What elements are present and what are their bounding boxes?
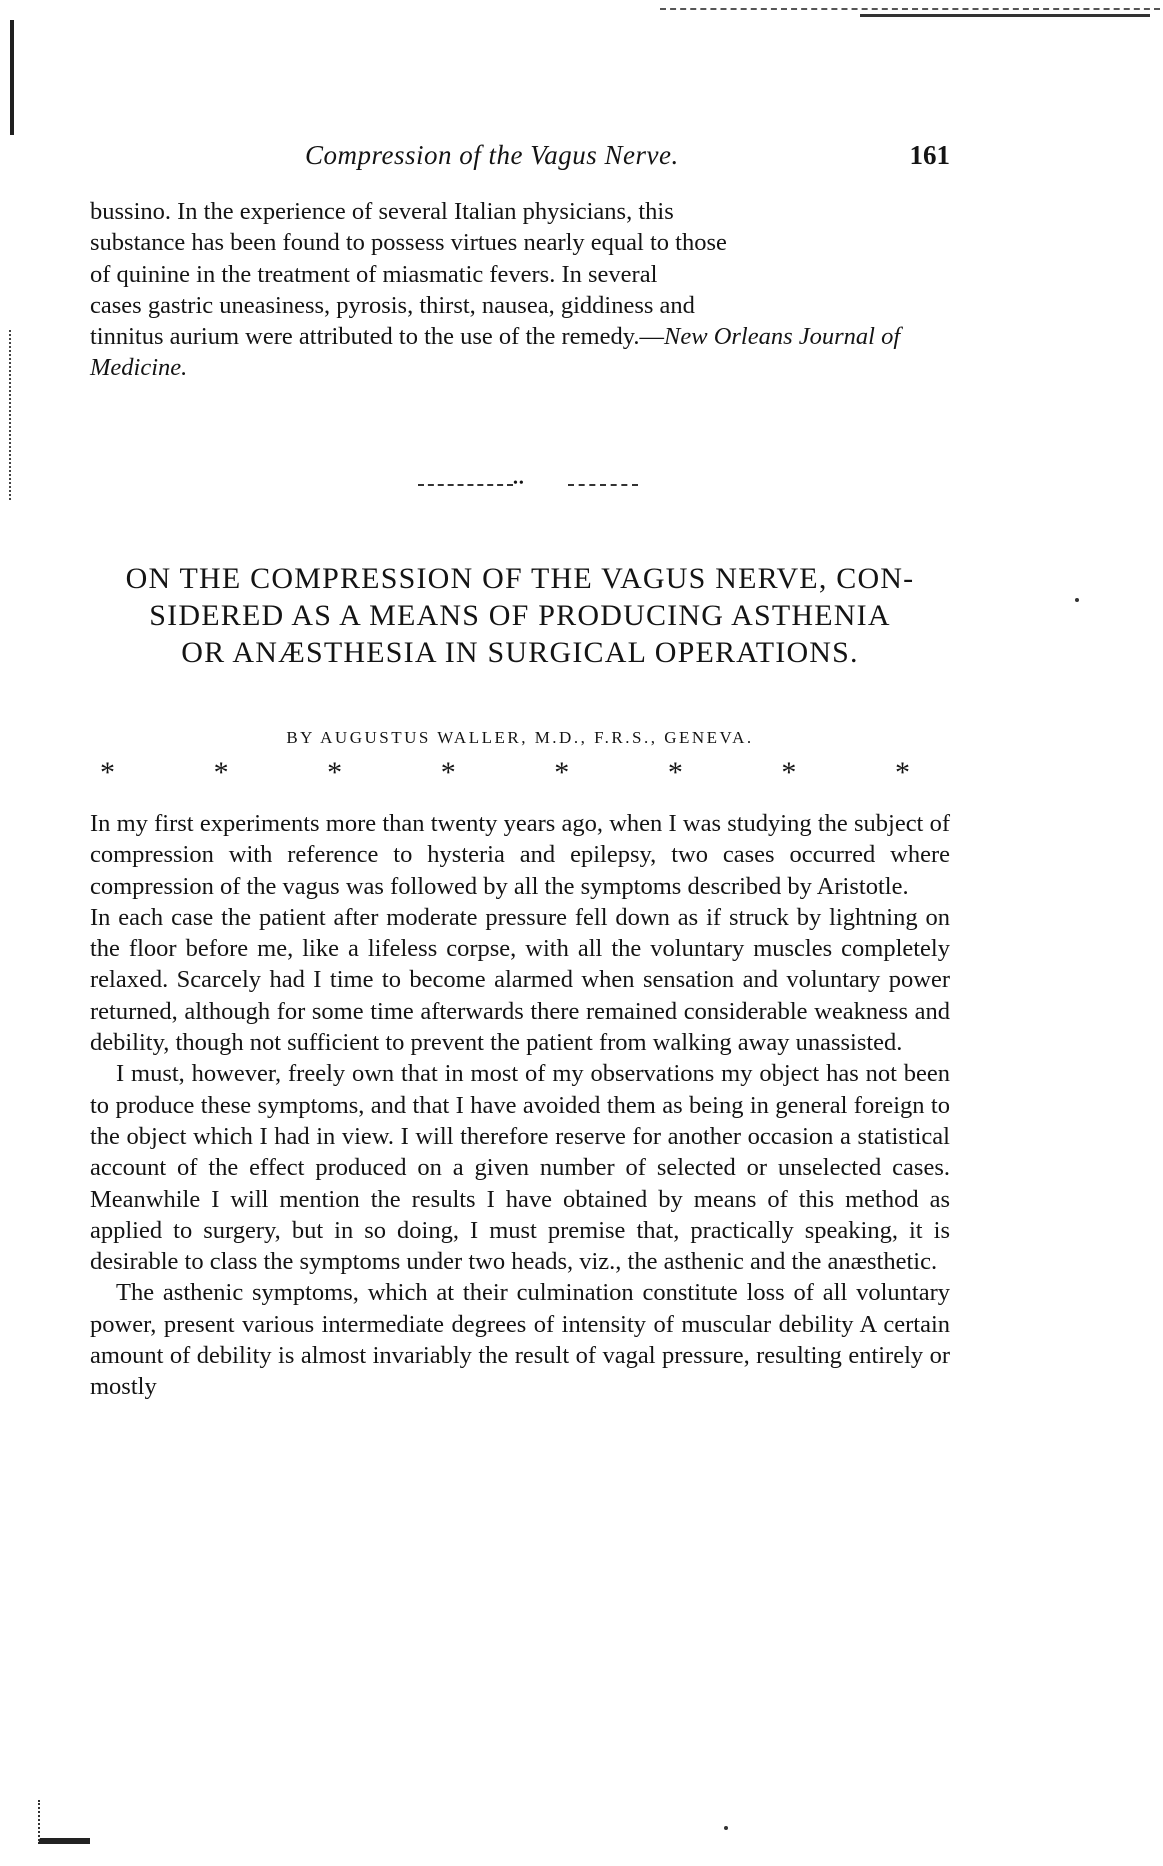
asterism: * (100, 756, 115, 789)
body-paragraph: The asthenic symptoms, which at their culmination constitute loss of all voluntary power, present various intermediate degrees of intensity of muscular debility A certain amount of debility is almost invariably the result of vagal pressure, resulting entirely or mostly (90, 1279, 950, 1401)
citation: New Orleans Journal of Medicine. (90, 323, 901, 382)
divider-rule (418, 484, 513, 486)
asterism: * (554, 756, 570, 789)
scan-speck (1075, 598, 1079, 602)
asterism: * (781, 756, 797, 789)
divider-ornament: •• (513, 476, 525, 491)
article-body (90, 808, 950, 1403)
text-line: of quinine in the treatment of miasmatic fevers. In several (90, 260, 658, 288)
scan-edge-top-bar (860, 14, 1150, 17)
previous-article-paragraph (90, 196, 950, 384)
asterism: * (667, 756, 683, 789)
divider-rule (568, 484, 638, 486)
page-number: 161 (909, 140, 950, 170)
asterism-row (100, 756, 910, 790)
scan-edge-left (10, 20, 14, 135)
scan-edge-top (660, 8, 1160, 10)
running-head-title: Compression of the Vagus Nerve. (305, 140, 679, 170)
article-title-line: OR ANÆSTHESIA IN SURGICAL OPERATIONS. (181, 636, 859, 669)
scan-margin-dots (9, 330, 13, 500)
previous-article-tail (90, 196, 950, 384)
section-divider (418, 476, 638, 491)
body-paragraph: I must, however, freely own that in most of my observations my object has not been to produce these symptoms, and that I have avoided them as being in general foreign to the object which I had in view. I will therefore reserve for another occasion a statistical account of the effect produced on a given number of selected or unselected cases. Meanwhile I will mention the results I have obtained by means of this method as applied to surgery, but in so doing, I must premise that, practically speaking, it is desirable to class the symptoms under two heads, viz., the asthenic and the anæsthetic. (90, 1060, 950, 1276)
asterism: * (440, 756, 456, 789)
text-line: cases gastric uneasiness, pyrosis, thirst, nausea, giddiness and (90, 291, 695, 319)
scan-speck (724, 1826, 728, 1830)
text-line: bussino. In the experience of several Italian physicians, this (90, 198, 674, 225)
article-title-line: ON THE COMPRESSION OF THE VAGUS NERVE, CON- (125, 562, 915, 595)
running-head (90, 140, 950, 180)
body-paragraph: In my first experiments more than twenty years ago, when I was studying the subject of compression with reference to hysteria and epilepsy, two cases occurred where compression of the vagus was followed by all the symptoms described by Aristotle. (90, 810, 950, 900)
asterism: * (894, 756, 910, 789)
text-line: tinnitus aurium were attributed to the use of the remedy.— (90, 323, 665, 351)
article-title (90, 560, 950, 671)
body-paragraph: In each case the patient after moderate pressure fell down as if struck by lightning on the floor before me, like a lifeless corpse, with all the voluntary muscles completely relaxed. Scarcely had I time to become alarmed when sensation and voluntary power returned, although for some time afterwards there remained considerable weakness and debility, though not sufficient to prevent the patient from walking away unassisted. (90, 903, 950, 1057)
text-line: substance has been found to possess virtues nearly equal to those (90, 229, 727, 257)
asterism: * (327, 756, 343, 789)
asterism: * (213, 756, 229, 789)
scan-corner-mark (38, 1800, 90, 1844)
article-title-line: SIDERED AS A MEANS OF PRODUCING ASTHENIA (149, 599, 891, 632)
byline: BY AUGUSTUS WALLER, M.D., F.R.S., GENEVA. (286, 728, 754, 747)
